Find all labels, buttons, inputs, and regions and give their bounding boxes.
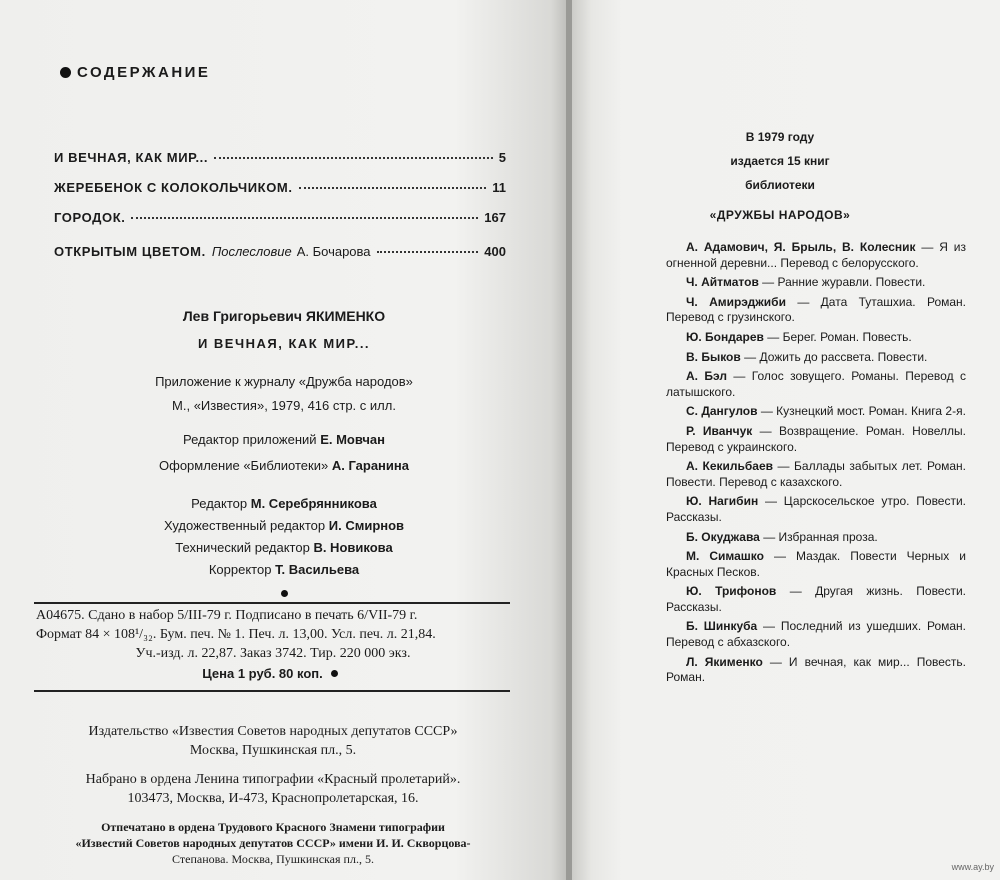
list-item: Л. Якименко — И вечная, как мир... Повесть. Роман. — [666, 654, 966, 685]
toc-title: ЖЕРЕБЕНОК С КОЛОКОЛЬЧИКОМ. — [54, 180, 293, 195]
credit-role: Редактор приложений — [183, 432, 317, 447]
credit-name: Т. Васильева — [275, 562, 360, 577]
toc-entry — [54, 180, 506, 195]
book-description: Царскосельское утро. Повести. Рассказы. — [666, 494, 967, 524]
list-item: Ч. Амирэджиби — Дата Туташхиа. Роман. Перевод с грузинского. — [666, 294, 967, 325]
book-author: Ю. Бондарев — [686, 329, 764, 344]
publisher-line: М., «Известия», 1979, 416 стр. с илл. — [172, 398, 396, 413]
section-dot — [0, 586, 568, 601]
toc-leader — [214, 157, 493, 159]
supplement-line: Приложение к журналу «Дружба народов» — [155, 374, 413, 389]
book-author: Л. Якименко — [686, 654, 763, 669]
book-author: С. Дангулов — [686, 404, 758, 419]
credit-name: Е. Мовчан — [320, 432, 385, 447]
toc-page: 167 — [484, 210, 506, 225]
toc-page: 11 — [492, 180, 506, 195]
book-description: Ранние журавли. Повести. — [777, 275, 926, 290]
credit-line — [0, 518, 568, 533]
series-header: В 1979 году — [745, 130, 815, 144]
book-author: Б. Окуджава — [686, 529, 760, 544]
toc-heading: СОДЕРЖАНИЕ — [60, 64, 210, 81]
list-item: М. Симашко — Маздак. Повести Черных и Красных Песков. — [666, 549, 967, 579]
credit-line — [0, 432, 568, 447]
toc-page: 400 — [484, 244, 506, 259]
book-title: И ВЕЧНАЯ, КАК МИР... — [197, 336, 371, 351]
book-description: Дожить до рассвета. Повести. — [759, 349, 928, 364]
print-data-line: Уч.-изд. л. 22,87. Заказ 3742. Тир. 220 000 экз. — [135, 646, 411, 661]
book-author: Лев Григорьевич ЯКИМЕНКО — [182, 308, 386, 324]
bullet-icon — [281, 590, 288, 597]
toc-entry — [54, 150, 506, 165]
series-title: «ДРУЖБЫ НАРОДОВ» — [709, 208, 851, 222]
toc-title: ГОРОДОК. — [54, 210, 126, 225]
book-list — [666, 240, 966, 690]
series-header: издается 15 книг — [730, 154, 830, 168]
credit-name: В. Новикова — [313, 540, 393, 555]
credit-role: Корректор — [208, 562, 272, 577]
book-description: Кузнецкий мост. Роман. Книга 2-я. — [776, 404, 966, 419]
watermark: www.ay.by — [951, 862, 994, 872]
book-description: Баллады забытых лет. Роман. Повести. Перевод с казахского. — [666, 459, 967, 489]
typography-line: Набрано в ордена Ленина типографии «Красный пролетарий». — [85, 772, 461, 787]
book-description: Я из огненной деревни... Перевод с белорусского. — [666, 240, 966, 270]
print-data-line: Формат 84 × 108¹/₃₂. Бум. печ. № 1. Печ. л. 13,00. Усл. печ. л. 21,84. — [36, 627, 436, 642]
price: Цена 1 руб. 80 коп. — [0, 666, 540, 681]
credit-line — [0, 458, 568, 473]
credit-role: Технический редактор — [175, 540, 310, 555]
toc-page: 5 — [498, 150, 506, 165]
list-item: С. Дангулов — Кузнецкий мост. Роман. Книга 2-я. — [686, 404, 966, 419]
list-item: Ю. Бондарев — Берег. Роман. Повесть. — [686, 329, 912, 344]
book-author: Ю. Трифонов — [686, 584, 777, 599]
list-item: Р. Иванчук — Возвращение. Роман. Новеллы. Перевод с украинского. — [666, 423, 967, 454]
credit-role: Оформление «Библиотеки» — [159, 458, 329, 473]
book-description: Дата Туташхиа. Роман. Перевод с грузинского. — [666, 294, 967, 325]
book-author: М. Симашко — [686, 549, 764, 564]
credit-line — [0, 540, 568, 555]
book-description: Берег. Роман. Повесть. — [782, 329, 912, 344]
printed-line: «Известий Советов народных депутатов СССР» имени И. И. Скворцова- — [75, 836, 471, 850]
print-data-line: А04675. Сдано в набор 5/III-79 г. Подписано в печать 6/VII-79 г. — [36, 608, 418, 623]
toc-leader — [299, 187, 487, 189]
divider — [34, 602, 510, 604]
list-item: Б. Окуджава — Избранная проза. — [686, 529, 878, 544]
credit-role: Художественный редактор — [163, 518, 326, 533]
book-author: А. Адамович, Я. Брыль, В. Колесник — [686, 240, 916, 254]
list-item: Б. Шинкуба — Последний из ушедших. Роман. Перевод с абхазского. — [666, 619, 967, 650]
list-item: Ч. Айтматов — Ранние журавли. Повести. — [686, 275, 926, 290]
book-author: Ю. Нагибин — [686, 494, 759, 509]
list-item: Ю. Нагибин — Царскосельское утро. Повести. Рассказы. — [666, 494, 967, 524]
book-description: И вечная, как мир... Повесть. Роман. — [666, 654, 966, 685]
credit-name: И. Смирнов — [328, 518, 405, 533]
toc-leader — [131, 217, 478, 219]
list-item: А. Адамович, Я. Брыль, В. Колесник — Я из огненной деревни... Перевод с белорусского. — [666, 240, 966, 270]
book-author: Ч. Амирэджиби — [686, 294, 786, 309]
book-author: Б. Шинкуба — [686, 619, 758, 634]
list-item: В. Быков — Дожить до рассвета. Повести. — [686, 349, 928, 364]
toc-entry — [54, 244, 506, 259]
toc-afterword-label: Послесловие — [211, 244, 292, 259]
toc-title: И ВЕЧНАЯ, КАК МИР... — [54, 150, 209, 165]
book-author: В. Быков — [686, 349, 741, 364]
book-author: Ч. Айтматов — [686, 275, 759, 290]
publisher-address: Москва, Пушкинская пл., 5. — [189, 743, 357, 758]
credit-line — [0, 562, 568, 577]
toc-entry — [54, 210, 506, 225]
typography-line: 103473, Москва, И-473, Краснопролетарская, 16. — [127, 791, 419, 806]
book-description: Избранная проза. — [778, 529, 878, 544]
toc-title: ОТКРЫТЫМ ЦВЕТОМ. — [54, 244, 206, 259]
credit-line — [0, 496, 568, 511]
printed-line: Отпечатано в ордена Трудового Красного Знамени типографии — [101, 820, 445, 834]
list-item: А. Кекильбаев — Баллады забытых лет. Роман. Повести. Перевод с казахского. — [666, 459, 967, 489]
list-item: Ю. Трифонов — Другая жизнь. Повести. Рассказы. — [666, 584, 967, 614]
book-description: Возвращение. Роман. Новеллы. Перевод с украинского. — [666, 423, 967, 454]
book-description: Маздак. Повести Черных и Красных Песков. — [666, 549, 967, 579]
book-author: Р. Иванчук — [686, 423, 753, 438]
credit-role: Редактор — [191, 496, 248, 511]
printed-line: Степанова. Москва, Пушкинская пл., 5. — [172, 852, 374, 866]
book-description: Голос зовущего. Романы. Перевод с латышского. — [666, 369, 966, 399]
list-item: А. Бэл — Голос зовущего. Романы. Перевод с латышского. — [666, 369, 966, 399]
publisher-address: Издательство «Известия Советов народных депутатов СССР» — [88, 724, 458, 739]
toc-afterword-author: А. Бочарова — [296, 244, 371, 259]
credit-name: М. Серебрянникова — [250, 496, 377, 511]
book-description: Последний из ушедших. Роман. Перевод с абхазского. — [666, 619, 967, 650]
bullet-icon — [60, 67, 71, 78]
bullet-icon — [331, 670, 338, 677]
series-header: библиотеки — [745, 178, 815, 192]
book-author: А. Бэл — [686, 369, 727, 384]
credit-name: А. Гаранина — [331, 458, 409, 473]
book-description: Другая жизнь. Повести. Рассказы. — [666, 584, 967, 614]
book-author: А. Кекильбаев — [686, 459, 774, 474]
toc-leader — [377, 251, 479, 253]
divider — [34, 690, 510, 692]
